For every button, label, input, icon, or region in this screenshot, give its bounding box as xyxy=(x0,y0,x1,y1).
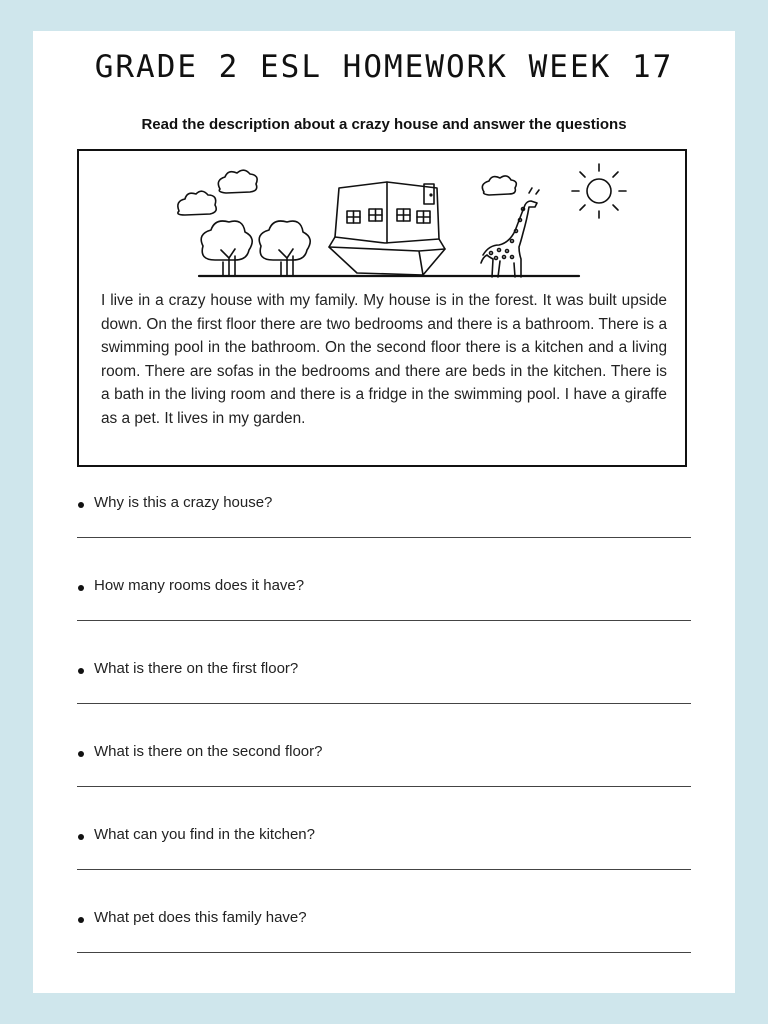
question-item xyxy=(77,577,691,637)
cloud-icon xyxy=(482,176,516,195)
tree-icon xyxy=(201,221,252,276)
story-illustration xyxy=(79,151,685,287)
question-item xyxy=(77,494,691,554)
story-text: I live in a crazy house with my family. My house is in the forest. It was built upside down. On the first floor there are two bedrooms and there is a bathroom. There is a swimming pool in the bathroom. On the second floor there is a kitchen and a living room. There are sofas in the bedrooms and there are beds in the kitchen. There is a bath in the living room and there is a fridge in the swimming pool. I have a giraffe as a pet. It lives in my garden. xyxy=(101,292,667,427)
answer-line[interactable] xyxy=(77,537,691,538)
page-title: GRADE 2 ESL HOMEWORK WEEK 17 xyxy=(94,49,674,85)
cloud-icon xyxy=(178,191,216,215)
answer-line[interactable] xyxy=(77,869,691,870)
worksheet-page xyxy=(33,31,735,993)
question-item xyxy=(77,743,691,803)
sun-icon xyxy=(572,164,626,218)
bullet-icon xyxy=(78,585,84,591)
bullet-icon xyxy=(78,668,84,674)
question-item xyxy=(77,826,691,886)
bullet-icon xyxy=(78,502,84,508)
giraffe-icon xyxy=(481,188,539,277)
answer-line[interactable] xyxy=(77,703,691,704)
answer-line[interactable] xyxy=(77,952,691,953)
answer-line[interactable] xyxy=(77,620,691,621)
story-box xyxy=(77,149,687,467)
question-text: What is there on the second floor? xyxy=(94,743,323,760)
question-text: Why is this a crazy house? xyxy=(94,494,273,511)
question-item xyxy=(77,909,691,969)
bullet-icon xyxy=(78,834,84,840)
bullet-icon xyxy=(78,751,84,757)
tree-icon xyxy=(259,221,310,276)
question-text: How many rooms does it have? xyxy=(94,577,305,594)
question-item xyxy=(77,660,691,720)
question-text: What is there on the first floor? xyxy=(94,660,299,677)
question-text: What can you find in the kitchen? xyxy=(94,826,315,843)
instruction-text: Read the description about a crazy house and answer the questions xyxy=(141,116,627,133)
answer-line[interactable] xyxy=(77,786,691,787)
question-text: What pet does this family have? xyxy=(94,909,307,926)
cloud-icon xyxy=(218,170,257,193)
bullet-icon xyxy=(78,917,84,923)
upside-down-house-icon xyxy=(329,182,445,275)
